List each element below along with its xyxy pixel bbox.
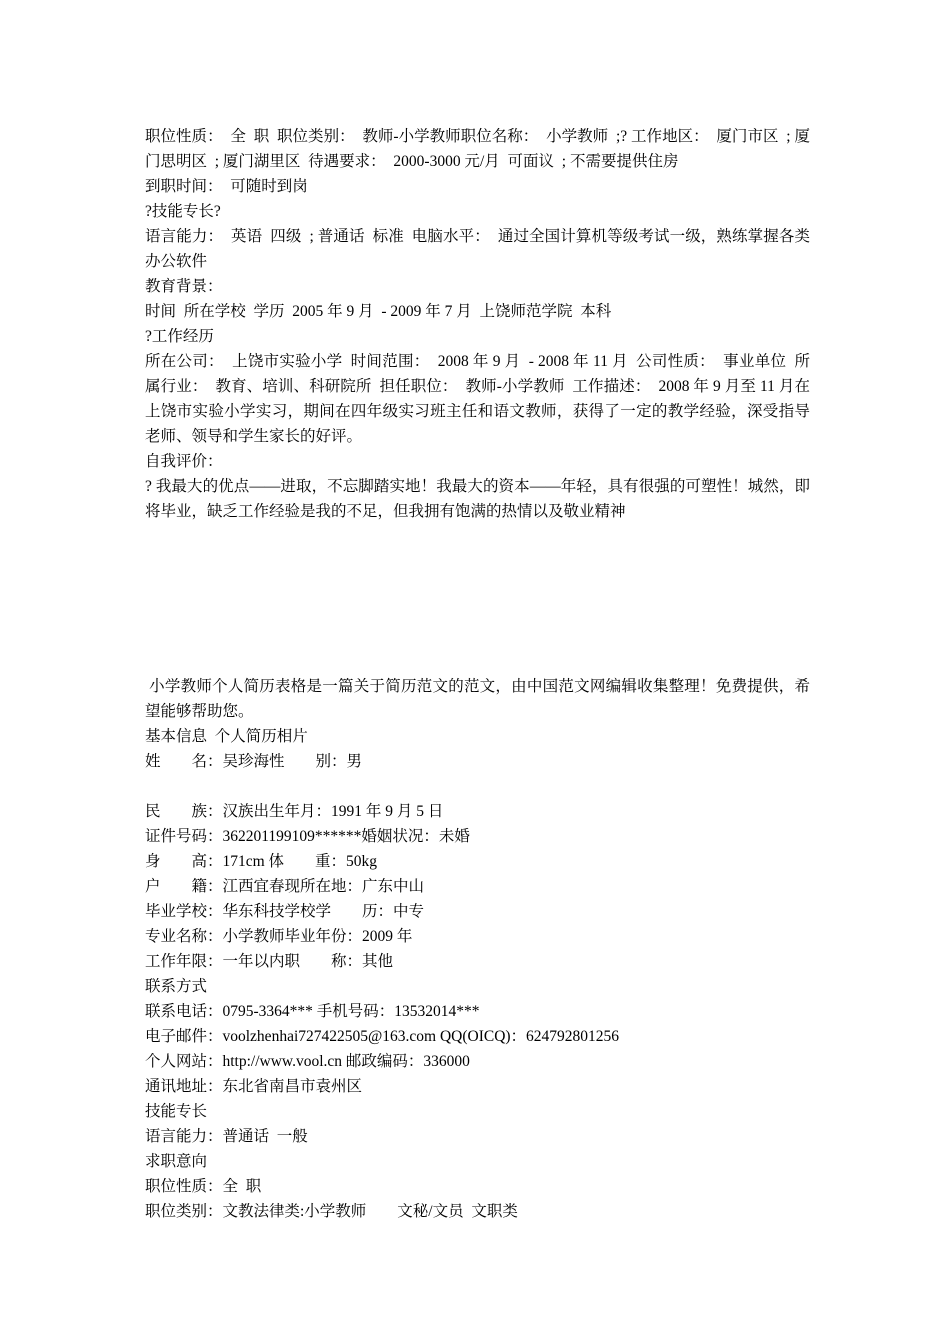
height-weight-line: 身 高：171cm 体 重：50kg — [145, 853, 378, 870]
address-line: 通讯地址：东北省南昌市袁州区 — [145, 1078, 363, 1095]
website-line: 个人网站：http://www.vool.cn 邮政编码：336000 — [145, 1053, 470, 1070]
id-marital-line: 证件号码：362201199109******婚姻状况：未婚 — [145, 828, 470, 845]
self-eval-heading: 自我评价： — [145, 453, 223, 470]
job-category-line: 职位类别：文教法律类:小学教师 文秘/文员 文职类 — [145, 1203, 518, 1220]
skills-heading: ?技能专长? — [145, 203, 221, 220]
work-heading: ?工作经历 — [145, 328, 214, 345]
language-line: 语言能力：普通话 一般 — [145, 1128, 308, 1145]
years-title-line: 工作年限：一年以内职 称：其他 — [145, 953, 394, 970]
phone-line: 联系电话：0795-3364*** 手机号码：13532014*** — [145, 1003, 480, 1020]
self-eval-paragraph: ? 我最大的优点——进取，不忘脚踏实地！我最大的资本——年轻，具有很强的可塑性！城然，即将毕业，缺乏工作经验是我的不足，但我拥有饱满的热情以及敬业精神 — [145, 478, 810, 520]
resume-section-1 — [145, 124, 810, 524]
work-paragraph: 所在公司： 上饶市实验小学 时间范围： 2008 年 9 月 - 2008 年 11 月 公司性质： 事业单位 所属行业： 教育、培训、科研院所 担任职位： 教师-小学教师 工作描述： 2008 年 9 月至 11 月在上饶市实验小学实习，期间在四年级实习班主任和语文教师，获得了一定的教学经验，深受指导老师、领导和学生家长的好评。 — [145, 353, 810, 445]
basic-info-heading: 基本信息 个人简历相片 — [145, 728, 308, 745]
email-line: 电子邮件：voolzhenhai727422505@163.com QQ(OICQ)：624792801256 — [145, 1028, 620, 1045]
education-heading: 教育背景： — [145, 278, 223, 295]
skills-paragraph: 语言能力： 英语 四级 ; 普通话 标准 电脑水平： 通过全国计算机等级考试一级，熟练掌握各类办公软件 — [145, 228, 810, 270]
major-year-line: 专业名称：小学教师毕业年份：2009 年 — [145, 928, 413, 945]
job-intent-heading: 求职意向 — [145, 1153, 208, 1170]
intro-paragraph: 小学教师个人简历表格是一篇关于简历范文的范文，由中国范文网编辑收集整理！免费提供，希望能够帮助您。 — [145, 678, 810, 720]
job-nature-line: 职位性质：全 职 — [145, 1178, 262, 1195]
contact-heading: 联系方式 — [145, 978, 208, 995]
skills-heading-2: 技能专长 — [145, 1103, 208, 1120]
blank-line — [145, 774, 810, 799]
education-line: 时间 所在学校 学历 2005 年 9 月 - 2009 年 7 月 上饶师范学院 本科 — [145, 303, 612, 320]
ethnicity-birth-line: 民 族：汉族出生年月：1991 年 9 月 5 日 — [145, 803, 444, 820]
name-gender-line: 姓 名：吴珍海性 别：男 — [145, 753, 363, 770]
resume-section-2 — [145, 674, 810, 1224]
hukou-location-line: 户 籍：江西宜春现所在地：广东中山 — [145, 878, 425, 895]
school-degree-line: 毕业学校：华东科技学校学 历：中专 — [145, 903, 425, 920]
arrival-time: 到职时间： 可随时到岗 — [145, 178, 308, 195]
job-intent-paragraph: 职位性质： 全 职 职位类别： 教师-小学教师职位名称： 小学教师 ;? 工作地区： 厦门市区 ; 厦门思明区 ; 厦门湖里区 待遇要求： 2000-3000 元/月 可面议 ; 不需要提供住房 — [145, 128, 810, 170]
